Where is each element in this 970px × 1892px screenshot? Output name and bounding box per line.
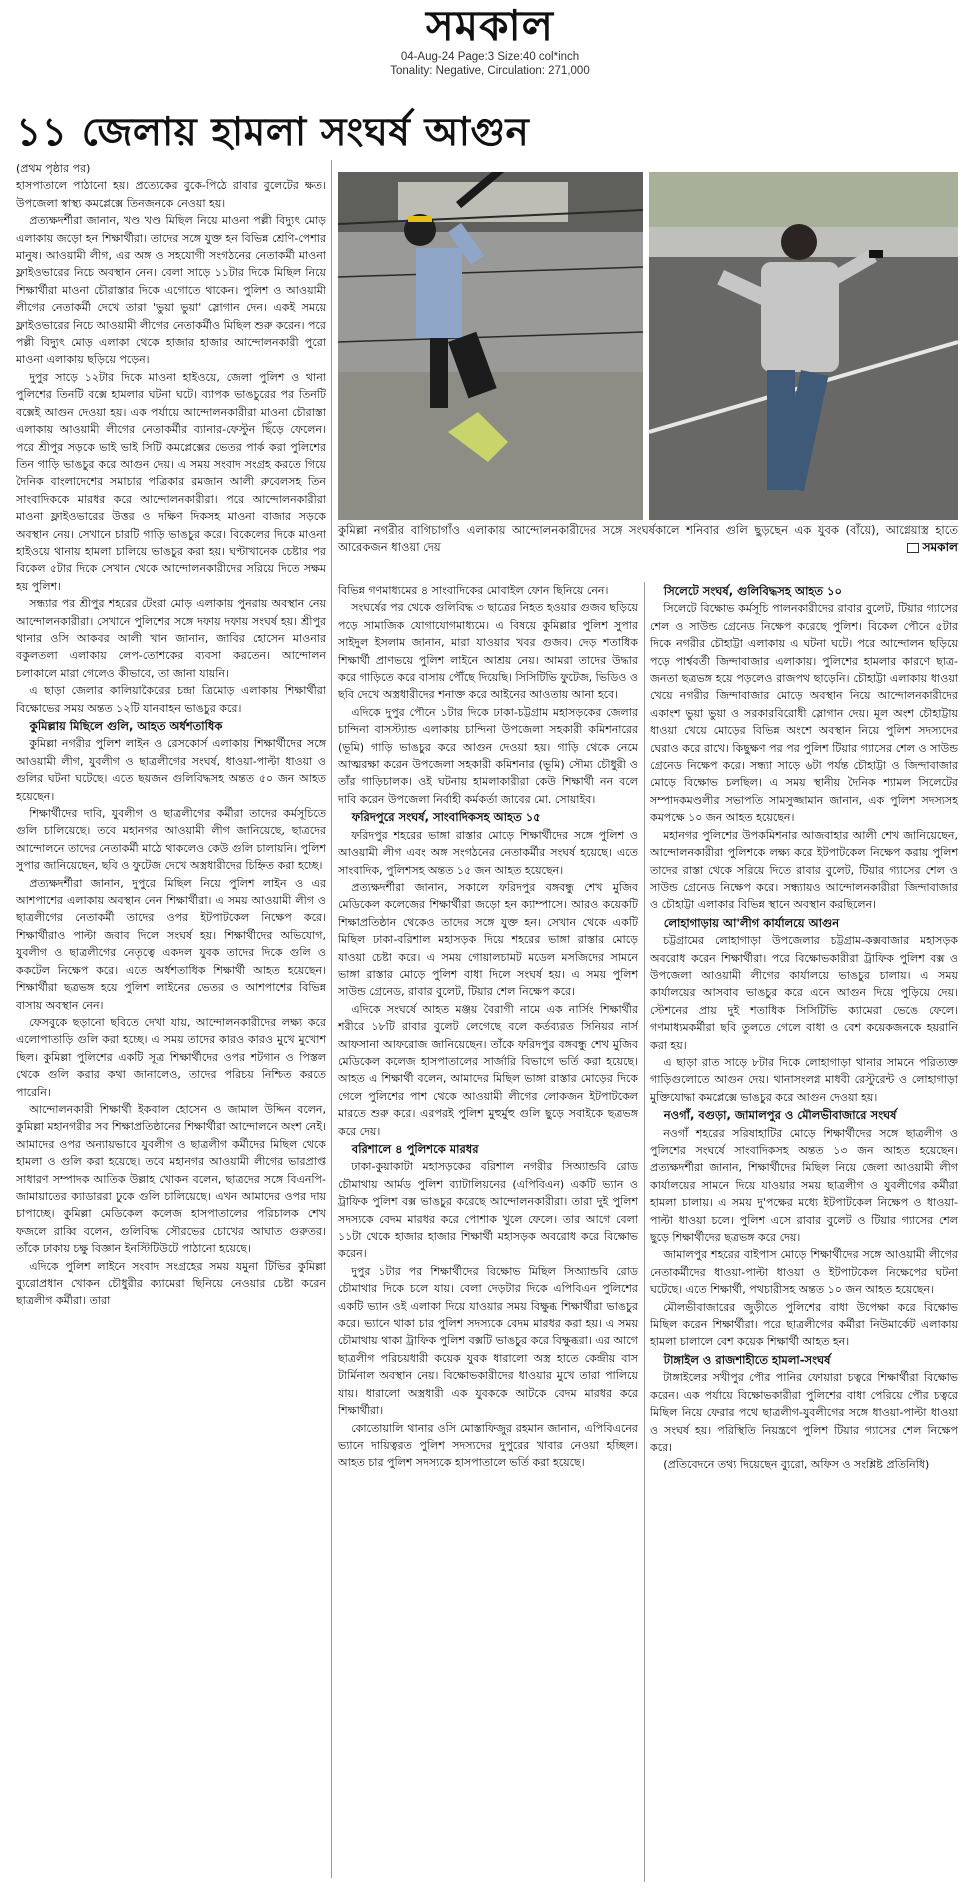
paragraph: এদিকে দুপুর পৌনে ১টার দিকে ঢাকা-চট্টগ্রাম মহাসড়কের জেলার চান্দিনা বাসস্ট্যান্ড এলাকায় চান্দিনা উপজেলা সহকারী কমিশনারের (ভূমি) গাড়ি ভাঙচুর করে আগুন দেওয়া হয়। গাড়ি থেকে নেমে আত্মরক্ষা করেন উপজেলা সহকারী কমিশনার (ভূমি) সৌম্য চৌধুরী ও তাঁর গাড়িচালক। ওই ঘটনায় হামলাকারীরা কেউ শিক্ষার্থী নন বলে দাবি করেন উপজেলা নির্বাহী কর্মকর্তা জাবের মো. সোয়াইব।: [338, 705, 638, 806]
paragraph: চট্টগ্রামের লোহাগাড়া উপজেলার চট্টগ্রাম-কক্সবাজার মহাসড়ক অবরোধ করেন শিক্ষার্থীরা। পরে বিক্ষোভকারীরা ট্রাফিক পুলিশ বক্স ও উপজেলা আওয়ামী লীগের কার্যালয়ে ভাঙচুর চালায়। এ সময় কার্যালয়ের আসবাব ভাঙচুর করে এনে আগুন দিয়ে পুড়িয়ে দেয়। স্টেশনের প্রায় দুই শতাধিক সিসিটিভি ক্যামেরা ভেঙে ফেলে। গণমাধ্যমকর্মীরা ছবি তুলতে গেলে বাধা ও বেশ কয়েকজনকে হয়রানি করা হয়।: [650, 934, 958, 1052]
paragraph: শিক্ষার্থীদের দাবি, যুবলীগ ও ছাত্রলীগের কর্মীরা তাদের কর্মসূচিতে গুলি চালিয়েছে। তবে মহানগর আওয়ামী লীগ জানিয়েছে, ছাত্রদের আন্দোলনে তাদের নেতাকর্মী মাঠে থাকলেও কেউ গুলি চালায়নি। পুলিশ সুপার জানিয়েছেন, ছবি ও ফুটেজ দেখে অস্ত্রধারীদের চিহ্নিত করা হচ্ছে।: [16, 807, 326, 873]
paragraph: এ ছাড়া জেলার কালিয়াকৈরের চন্দ্রা ত্রিমোড় এলাকায় শিক্ষার্থীরা বিক্ষোভের সময় অন্তত ১২টি যানবাহন ভাঙচুর করে।: [16, 684, 326, 715]
caption-text: কুমিল্লা নগরীর বাগিচাগাঁও এলাকায় আন্দোলনকারীদের সঙ্গে সংঘর্ষকালে শনিবার গুলি ছুড়ছেন এক যুবক (বাঁয়ে), আগ্নেয়াস্ত্র হাতে আরেকজন ধাওয়া দেয়: [338, 523, 958, 554]
photo-caption: [338, 522, 958, 556]
paragraph: বিভিন্ন গণমাধ্যমের ৪ সাংবাদিকের মোবাইল ফোন ছিনিয়ে নেন।: [338, 584, 609, 597]
paragraph: এদিকে সংঘর্ষে আহত মঞ্জয় বৈরাগী নামে এক নার্সিং শিক্ষার্থীর শরীরে ১৮টি রাবার বুলেট লেগেছে বলে কর্তব্যরত সিনিয়র নার্স আফসানা আফরোজ জানিয়েছেন। তাঁকে ফরিদপুর বঙ্গবন্ধু শেখ মুজিব মেডিকেল কলেজ হাসপাতালের সার্জারি বিভাগে ভর্তি করা হয়েছে। আহত এ শিক্ষার্থী বলেন, আমাদের মিছিল ভাঙ্গা রাস্তার মোড়ের দিকে গেলে পুলিশের পাশ থেকে আওয়ামী লীগের লোকজন ইটপাটকেল মারতে শুরু করে। এরপরই পুলিশ মুহুর্মুহু গুলি ছুড়ে সবাইকে ছত্রভঙ্গ করে দেয়।: [338, 1002, 638, 1138]
paragraph: প্রত্যক্ষদর্শীরা জানান, দুপুরে মিছিল নিয়ে পুলিশ লাইন ও এর আশপাশের এলাকায় অবস্থান নেন শিক্ষার্থীরা। এ সময় আওয়ামী লীগ ও ছাত্রলীগের নেতাকর্মী তাদের ওপর ইটপাটকেল নিক্ষেপ করে। শিক্ষার্থীরাও পাল্টা জবাব দিলে সংঘর্ষ হয়। শিক্ষার্থীদের অভিযোগ, যুবলীগ ও ছাত্রলীগের নেতৃত্বে একদল যুবক তাদের দিকে গুলি ও ককটেল নিক্ষেপ করে। এতে অর্ধশতাধিক শিক্ষার্থী আহত হয়েছেন। শিক্ষার্থীরা ছত্রভঙ্গ হয়ে পুলিশ লাইনের ভেতর ও আশপাশের বিভিন্ন বাসায় অবস্থান নেন।: [16, 876, 326, 1012]
newspaper-logo: সমকাল: [426, 1, 554, 50]
article-column-2: [338, 582, 638, 1882]
paragraph: সিলেটে বিক্ষোভ কর্মসূচি পালনকারীদের রাবার বুলেট, টিয়ার গ্যাসের শেল ও সাউন্ড গ্রেনেড নিক্ষেপ করেছে পুলিশ। বিকেল পৌনে ৫টার দিকে নগরীর চৌহাট্টা এলাকায় এ ঘটনা ঘটে। পরে আন্দোলন ছড়িয়ে পড়ে পার্শ্ববর্তী জিন্দাবাজার এলাকায়। পুলিশের হামলার কারণে ছাত্র-জনতা ছত্রভঙ্গ হয়ে পড়লেও রাজপথ ছাড়েনি। চৌহাট্টা এলাকায় ধাওয়া খেয়ে নগরীর জিন্দাবাজার মোড়ে অবস্থান নিয়ে আন্দোলনকারীদের একাংশ ভুয়া ভুয়া ও সরকারবিরোধী স্লোগান দেয়। মূল অংশ চৌহাট্টায় ধাওয়া খেয়ে মোড়ের বিভিন্ন অংশে অবস্থান নিয়ে পুলিশ সদস্যদের ঘেরাও করে রাখে। কিছুক্ষণ পর পর পুলিশ টিয়ার গ্যাসের শেল ও সাউন্ড গ্রেনেড নিক্ষেপ করে। সন্ধ্যা সাড়ে ৬টা পর্যন্ত চৌহাট্টা ও জিন্দাবাজার মোড়ে বিক্ষোভ চলছিল। এ সময় স্থানীয় দৈনিক শ্যামল সিলেটের সম্পাদকমণ্ডলীর সভাপতি সামসুজ্জামান জানান, এক পুলিশ সদস্যসহ কমপক্ষে ১০ জন আহত হয়েছেন।: [650, 602, 958, 825]
camera-icon: [907, 543, 919, 553]
paragraph: জামালপুর শহরের বাইপাস মোড়ে শিক্ষার্থীদের সঙ্গে আওয়ামী লীগের নেতাকর্মীদের ধাওয়া-পাল্টা ধাওয়া ও ইটপাটকেল নিক্ষেপের ঘটনা ঘটেছে। এতে শিক্ষার্থী, পথচারীসহ অন্তত ১০ জন আহত হয়েছেন।: [650, 1248, 958, 1297]
paragraph: কোতোয়ালি থানার ওসি মোস্তাফিজুর রহমান জানান, এপিবিএনের ভ্যানে দায়িত্বরত পুলিশ সদস্যদের দুপুরের খাবার নেওয়া হচ্ছিল। আহত চার পুলিশ সদস্যকে হাসপাতালে ভর্তি করা হয়েছে।: [338, 1421, 638, 1470]
paragraph: ফরিদপুর শহরের ভাঙ্গা রাস্তার মোড়ে শিক্ষার্থীদের সঙ্গে পুলিশ ও আওয়ামী লীগ এবং অঙ্গ সংগঠনের নেতাকর্মীর সংঘর্ষ হয়েছে। এতে সাংবাদিক, পুলিশসহ অন্তত ১৫ জন আহত হয়েছেন।: [338, 828, 638, 877]
paragraph: (প্রতিবেদনে তথ্য দিয়েছেন ব্যুরো, অফিস ও সংশ্লিষ্ট প্রতিনিধি): [663, 1458, 930, 1472]
article-column-3: [650, 582, 958, 1882]
photo-gunman-right: [649, 172, 958, 520]
paragraph: সন্ধ্যার পর শ্রীপুর শহরের টেংরা মোড় এলাকায় পুনরায় অবস্থান নেয় আন্দোলনকারীরা। সেখানে পুলিশের সঙ্গে দফায় দফায় সংঘর্ষ হয়। শ্রীপুর থানার ওসি আকবর আলী খান জানান, জাবির হোসেন মাওনার বকুলতলা এলাকায় লেপ-তোশকের ব্যবসা করতেন। আন্দোলন চলাকালে মারা গেলেও কীভাবে, তা জানা যায়নি।: [16, 597, 326, 680]
column-divider: [331, 160, 332, 1878]
paragraph: টাঙ্গাইলের সখীপুর পৌর পানির ফোয়ারা চত্বরে শিক্ষার্থীরা বিক্ষোভ করেন। এক পর্যায়ে বিক্ষোভকারীরা পুলিশের বাধা পেরিয়ে পৌর চত্বরে মিছিল নিয়ে ফেরার পথে ছাত্রলীগ-যুবলীগের সঙ্গে ধাওয়া-পাল্টা ধাওয়া ও সংঘর্ষ হয়। পরিস্থিতি নিয়ন্ত্রণে পুলিশ টিয়ার গ্যাসের শেল নিক্ষেপ করে।: [650, 1371, 958, 1454]
paragraph: এ ছাড়া রাত সাড়ে ৮টার দিকে লোহাগাড়া থানার সামনে পরিত্যক্ত গাড়িগুলোতে আগুন দেয়। থানাসংলগ্ন মাধবী রেস্টুরেন্ট ও লোহাগাড়া মুক্তিযোদ্ধা কমপ্লেক্সে ভাঙচুর করে আগুন দেওয়া হয়।: [650, 1055, 958, 1104]
paragraph: ফেসবুকে ছড়ানো ছবিতে দেখা যায়, আন্দোলনকারীদের লক্ষ্য করে এলোপাতাড়ি গুলি করা হচ্ছে। এ সময় তাদের কারও কারও মুখে মুখোশ ছিল। কুমিল্লা পুলিশের একটি সূত্র শিক্ষার্থীদের ওপর শটগান ও পিস্তল থেকে গুলি করার কথা জানালেও, তাদের পরিচয় নিশ্চিত করতে পারেনি।: [16, 1015, 326, 1099]
paragraph: দুপুর সাড়ে ১২টার দিকে মাওনা হাইওয়ে, জেলা পুলিশ ও থানা পুলিশের তিনটি বক্সে হামলার ঘটনা ঘটে। ব্যাপক ভাঙচুরের পর তিনটি বক্সেই আগুন দেওয়া হয়। এক পর্যায়ে আন্দোলনকারীরা মাওনা চৌরাস্তা এলাকায় আওয়ামী লীগের নেতাকর্মীর ব্যানার-ফেস্টুন ছিঁড়ে ফেলেন। পরে শ্রীপুর সড়কে ভাই ভাই সিটি কমপ্লেক্সের ভেতর পার্ক করা পুলিশের তিন গাড়ি ভাঙচুর করে আগুন দেয়। এ সময় সংবাদ সংগ্রহ করতে গিয়ে দৈনিক বাংলাদেশের সমাচার পত্রিকার রমজান আলী রুবেলসহ তিন সাংবাদিককে মারধর করে আন্দোলনকারীরা। পরে আন্দোলনকারীরা মাওনা ফ্লাইওভারের উত্তর ও দক্ষিণ দিকসহ মাওনা বাজার সড়কে অবস্থান নেয়। সেখানে চারটি গাড়ি ভাঙচুর করে। বিকেলের দিকে মাওনা হাইওয়ে থানায় হামলা চালিয়ে ভাঙচুর করা হয়। ঘণ্টাখানেক চেষ্টার পর বিকেল ৫টার দিকে সেখান থেকে আন্দোলনকারীদের সরিয়ে দিতে সক্ষম হয় পুলিশ।: [16, 370, 326, 593]
article-column-1: [16, 160, 326, 1878]
paragraph: মহানগর পুলিশের উপকমিশনার আজবাহার আলী শেখ জানিয়েছেন, আন্দোলনকারীরা পুলিশকে লক্ষ্য করে ইটপাটকেল নিক্ষেপ করায় পুলিশ তাদের রাস্তা থেকে সরিয়ে দিতে রাবার বুলেট, টিয়ার গ্যাসের শেল ও সাউন্ড গ্রেনেড নিক্ষেপ করে। সন্ধ্যায়ও আন্দোলনকারীরা জিন্দাবাজার ও চৌহাট্টা এলাকার বিভিন্ন স্থানে অবস্থান করছিলেন।: [650, 828, 958, 912]
section-subheading: নওগাঁ, বগুড়া, জামালপুর ও মৌলভীবাজারে সংঘর্ষ: [663, 1108, 897, 1123]
paragraph: মৌলভীবাজারের জুড়ীতে পুলিশের বাধা উপেক্ষা করে বিক্ষোভ মিছিল করেন শিক্ষার্থীরা। পরে ছাত্রলীগের কর্মীরা নিউমার্কেট এলাকায় হামলা চালালে বেশ কয়েক শিক্ষার্থী আহত হন।: [650, 1300, 958, 1349]
column-divider: [644, 582, 645, 1882]
paragraph: দুপুর ১টার পর শিক্ষার্থীদের বিক্ষোভ মিছিল সিঅ্যান্ডবি রোড চৌমাথার দিকে চলে যায়। বেলা দেড়টার দিকে এপিবিএন পুলিশের একটি ভ্যান ওই এলাকা দিয়ে যাওয়ার সময় বিক্ষুব্ধ শিক্ষার্থীরা ভাঙচুর করে। ভ্যানে থাকা চার পুলিশ সদস্যকে বেদম মারধর করা হয়। এ সময় চৌমাথায় থাকা ট্রাফিক পুলিশ বক্সটি ভাঙচুর করে বিক্ষুব্ধরা। এর আগে ছাত্রলীগ পরিচয়ধারী কয়েক যুবক ধারালো অস্ত্র হাতে কেন্দ্রীয় বাস টার্মিনাল অবস্থান নেয়। বিক্ষোভকারীদের ধাওয়ার মুখে তারা পালিয়ে যায়। ধারালো অস্ত্রধারী এক যুবককে আটকে বেদম মারধর করে শিক্ষার্থীরা।: [338, 1264, 638, 1418]
paragraph: কুমিল্লা নগরীর পুলিশ লাইন ও রেসকোর্স এলাকায় শিক্ষার্থীদের সঙ্গে আওয়ামী লীগ, যুবলীগ ও ছাত্রলীগের সংঘর্ষ, ধাওয়া-পাল্টা ধাওয়া ও গুলির ঘটনা ঘটেছে। এতে ছয়জন গুলিবিদ্ধসহ অন্তত ৫০ জন আহত হয়েছেন।: [16, 737, 326, 803]
section-subheading: বরিশালে ৪ পুলিশকে মারধর: [351, 1142, 479, 1156]
photo-credit-text: সমকাল: [922, 540, 958, 554]
section-subheading: ফরিদপুরে সংঘর্ষ, সাংবাদিকসহ আহত ১৫: [351, 810, 541, 825]
section-subheading: সিলেটে সংঘর্ষ, গুলিবিদ্ধসহ আহত ১০: [663, 584, 842, 598]
paragraph: নওগাঁ শহরের সরিষাহাটির মোড়ে শিক্ষার্থীদের সঙ্গে ছাত্রলীগ ও পুলিশের সংঘর্ষে সাংবাদিকসহ অন্তত ১৩ জন আহত হয়েছেন। প্রত্যক্ষদর্শীরা জানান, শিক্ষার্থীদের মিছিল নিয়ে জেলা আওয়ামী লীগ কার্যালয়ের সামনে দিয়ে যাওয়ার সময় ছাত্রলীগ ও যুবলীগের কর্মীরা হামলা চালায়। এ সময় দু'পক্ষের মধ্যে ইটপাটকেল নিক্ষেপ ও ধাওয়া-পাল্টা ধাওয়া চলে। পুলিশ এসে রাবার বুলেট ও টিয়ার গ্যাসের শেল ছুড়ে শিক্ষার্থীদের ছত্রভঙ্গ করে দেয়।: [650, 1126, 958, 1245]
paragraph: (প্রথম পৃষ্ঠার পর): [16, 162, 91, 175]
section-subheading: লোহাগাড়ায় আ'লীগ কার্যালয়ে আগুন: [663, 915, 840, 930]
paragraph: ঢাকা-কুয়াকাটা মহাসড়কের বরিশাল নগরীর সিঅ্যান্ডবি রোড চৌমাথায় আর্মড পুলিশ ব্যাটালিয়নের (এপিবিএন) একটি ভ্যান ও ট্রাফিক পুলিশ বক্স ভাঙচুর করেছে আন্দোলনকারীরা। তারা দুই পুলিশ সদস্যকে বেদম মারধর করে পোশাক খুলে ফেলে। তার আগে বেলা ১১টা থেকে হাজার হাজার শিক্ষার্থী মহাসড়ক অবরোধ করে বিক্ষোভ করেন।: [338, 1160, 638, 1261]
masthead: [340, 2, 640, 78]
paragraph: প্রত্যক্ষদর্শীরা জানান, খণ্ড খণ্ড মিছিল নিয়ে মাওনা পল্লী বিদ্যুৎ মোড় এলাকায় জড়ো হন শিক্ষার্থীরা। তাদের সঙ্গে যুক্ত হন বিভিন্ন শ্রেণি-পেশার মানুষ। আওয়ামী লীগ, এর অঙ্গ ও সহযোগী সংগঠনের নেতাকর্মী মাওনা ফ্লাইওভারের নিচে অবস্থান নেন। বেলা সাড়ে ১১টার দিকে মিছিল নিয়ে শিক্ষার্থীরা মাওনা চৌরাস্তার দিকে এগোতে থাকেন। পুলিশ ও আওয়ামী লীগের নেতাকর্মী দেখে তারা 'ভুয়া ভুয়া' স্লোগান দেন। একই সময়ে ফ্লাইওভারের নিচে আওয়ামী লীগের নেতাকর্মীও মিছিল শুরু করেন। পরে পল্লী বিদ্যুৎ মোড় এলাকা থেকে হাজার হাজার আন্দোলনকারী পুরো মাওনা এলাকায় ছড়িয়ে পড়েন।: [16, 214, 326, 367]
section-subheading: কুমিল্লায় মিছিলে গুলি, আহত অর্ধশতাধিক: [29, 719, 223, 733]
article-headline: ১১ জেলায় হামলা সংঘর্ষ আগুন: [16, 110, 530, 155]
paragraph: এদিকে পুলিশ লাইনে সংবাদ সংগ্রহের সময় যমুনা টিভির কুমিল্লা ব্যুরোপ্রধান খোকন চৌধুরীর ক্যামেরা ছিনিয়ে নেওয়ার চেষ্টা করেন ছাত্রলীগ কর্মীরা। তারা: [16, 1259, 326, 1308]
paragraph: সংঘর্ষের পর থেকে গুলিবিদ্ধ ৩ ছাত্রের নিহত হওয়ার গুজব ছড়িয়ে পড়ে সামাজিক যোগাযোগমাধ্যমে। এ বিষয়ে কুমিল্লার পুলিশ সুপার সাইদুল ইসলাম জানান, মারা যাওয়ার খবর গুজব। দেড় শতাধিক শিক্ষার্থী প্রাণভয়ে পুলিশ লাইনে আশ্রয় নেয়। আমরা তাদের উদ্ধার করে গাড়িতে করে বাসায় পৌঁছে দিয়েছি। সিসিটিভি ফুটেজ, ভিডিও ও ছবি দেখে অস্ত্রধারীদের শনাক্ত করে আইনের আওতায় আনা হবে।: [338, 601, 638, 702]
paragraph: হাসপাতালে পাঠানো হয়। প্রত্যেকের বুকে-পিঠে রাবার বুলেটের ক্ষত। উপজেলা স্বাস্থ্য কমপ্লেক্সে তিনজনকে নেওয়া হয়।: [16, 179, 326, 210]
photo-credit: [907, 539, 958, 556]
photo-gunman-left: [338, 172, 643, 520]
paragraph: আন্দোলনকারী শিক্ষার্থী ইকবাল হোসেন ও জামাল উদ্দিন বলেন, কুমিল্লা মহানগরীর সব শিক্ষাপ্রতিষ্ঠানের শিক্ষার্থীরা আন্দোলনে অংশ নেই। আমাদের ওপর অন্যায়ভাবে যুবলীগ ও ছাত্রলীগ কর্মীদের মিছিল থেকে হামলা ও গুলি করা হয়েছে। তবে মহানগর আওয়ামী লীগের ভারপ্রাপ্ত সাধারণ সম্পাদক আতিক উল্লাহ খোকন বলেন, ছাত্রদের সঙ্গে বিএনপি-জামায়াতের ক্যাডাররা ঢুকে গুলি চালিয়েছে। এখন আমাদের ওপর দায় চাপাচ্ছে। কুমিল্লা মেডিকেল কলেজ হাসপাতালের পরিচালক শেখ ফজলে রাব্বি বলেন, গুলিবিদ্ধ সৌরভের চোখের আঘাত গুরুতর। তাঁকে ঢাকায় চক্ষু বিজ্ঞান ইনস্টিটিউটে পাঠানো হয়েছে।: [16, 1102, 326, 1256]
tonality-line: Tonality: Negative, Circulation: 271,000: [390, 65, 590, 77]
paragraph: প্রত্যক্ষদর্শীরা জানান, সকালে ফরিদপুর বঙ্গবন্ধু শেখ মুজিব মেডিকেল কলেজের শিক্ষার্থীরা জড়ো হন ক্যাম্পাসে। আরও কয়েকটি শিক্ষাপ্রতিষ্ঠান থেকেও তাদের সঙ্গে যুক্ত হন। সেখান থেকে একটি মিছিল ঢাকা-বরিশাল মহাসড়ক দিয়ে শহরের ভাঙ্গা রাস্তার মোড়ে যাওয়া চেষ্টা করে। এ সময় গোয়ালচামট মডেল মসজিদের সামনে ভাঙ্গা রাস্তার মোড়ে পুলিশ বাধা দিলে সংঘর্ষ হয়। এ সময় পুলিশ সাউন্ড গ্রেনেড, রাবার বুলেট, টিয়ার শেল নিক্ষেপ করে।: [338, 880, 638, 999]
section-subheading: টাঙ্গাইল ও রাজশাহীতে হামলা-সংঘর্ষ: [663, 1352, 831, 1367]
edition-line: 04-Aug-24 Page:3 Size:40 col*inch: [400, 51, 580, 63]
